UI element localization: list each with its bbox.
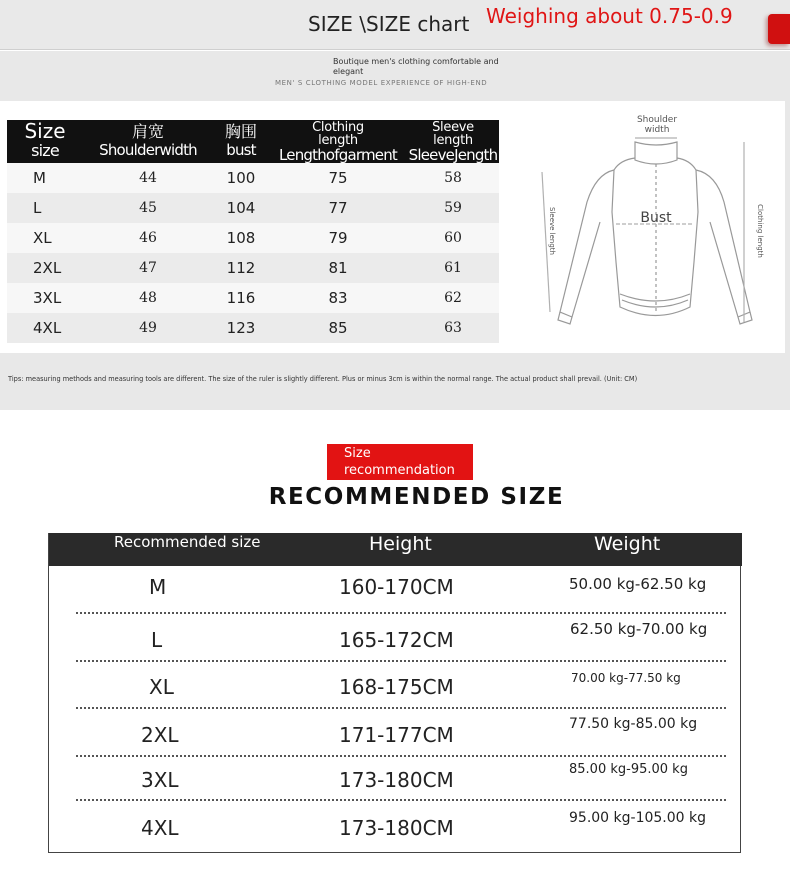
rec-height: 173-180CM (339, 768, 454, 792)
cell-bust: 108 (226, 229, 256, 247)
table-row (7, 193, 499, 223)
weight-note: Weighing about 0.75-0.9 (486, 4, 733, 28)
shoulder-width-label: Shoulder width (636, 115, 678, 135)
header-weight: Weight (594, 533, 661, 555)
table-row (7, 163, 499, 193)
cell-length: 77 (328, 199, 348, 217)
subtitle-line-1: Boutique men's clothing comfortable and elegant (333, 57, 499, 76)
header-size: Size size (24, 119, 66, 160)
recommendation-table (48, 533, 741, 853)
rec-weight: 95.00 kg-105.00 kg (569, 810, 707, 826)
rec-weight: 70.00 kg-77.50 kg (571, 671, 681, 685)
page-title: SIZE \SIZE chart (308, 12, 470, 36)
cell-length: 83 (328, 289, 348, 307)
size-table (7, 120, 499, 343)
cell-size: 3XL (33, 289, 62, 307)
cell-shoulder: 48 (139, 290, 157, 306)
row-divider (76, 660, 726, 662)
header-recommended-size: Recommended size (114, 533, 261, 551)
rec-size: L (151, 628, 163, 652)
rec-height: 160-170CM (339, 575, 454, 599)
top-banner (0, 0, 790, 50)
cell-bust: 123 (226, 319, 256, 337)
size-recommendation-tag: Size recommendation (327, 444, 473, 480)
rec-weight: 85.00 kg-95.00 kg (569, 762, 688, 777)
sleeve-length-label: Sleeve length (548, 207, 556, 255)
rec-size: 3XL (141, 768, 179, 792)
cell-sleeve: 62 (444, 290, 462, 306)
row-divider (76, 799, 726, 801)
cell-length: 81 (328, 259, 348, 277)
cell-sleeve: 60 (444, 230, 462, 246)
cell-sleeve: 63 (444, 320, 462, 336)
cell-length: 85 (328, 319, 348, 337)
cell-bust: 112 (226, 259, 256, 277)
rec-height: 168-175CM (339, 675, 454, 699)
cell-size: L (33, 199, 42, 217)
table-row (7, 223, 499, 253)
cell-bust: 116 (226, 289, 256, 307)
cell-size: 4XL (33, 319, 62, 337)
header-bust: 胸围 bust (224, 122, 257, 159)
header-sleeve: Sleeve length SleeveJength (408, 120, 498, 164)
row-divider (76, 755, 726, 757)
cell-size: M (33, 169, 46, 187)
rec-weight: 62.50 kg-70.00 kg (570, 620, 708, 638)
rec-size: 4XL (141, 816, 179, 840)
cell-sleeve: 59 (444, 200, 462, 216)
recommended-size-title: RECOMMENDED SIZE (268, 484, 565, 510)
rec-size: XL (149, 675, 174, 699)
table-row (7, 253, 499, 283)
cell-shoulder: 47 (139, 260, 157, 276)
row-divider (76, 707, 726, 709)
cell-shoulder: 49 (139, 320, 157, 336)
rec-size: M (149, 575, 167, 599)
cell-size: XL (33, 229, 52, 247)
header-shoulder: 肩宽 Shoulderwidth (99, 122, 197, 159)
rec-height: 171-177CM (339, 723, 454, 747)
rec-height: 165-172CM (339, 628, 454, 652)
cell-sleeve: 58 (444, 170, 462, 186)
subtitle-line-2: MEN' S CLOTHING MODEL EXPERIENCE OF HIGH-END (275, 79, 488, 87)
rec-height: 173-180CM (339, 816, 454, 840)
cell-length: 79 (328, 229, 348, 247)
header-length: Clothing length Lengthofgarment (278, 120, 398, 164)
table-row (7, 313, 499, 343)
header-height: Height (369, 533, 432, 555)
cell-shoulder: 46 (139, 230, 157, 246)
row-divider (76, 612, 726, 614)
cell-sleeve: 61 (444, 260, 462, 276)
rec-size: 2XL (141, 723, 179, 747)
size-table-body (7, 163, 499, 343)
size-table-header (7, 120, 499, 163)
cell-bust: 100 (226, 169, 256, 187)
rec-weight: 50.00 kg-62.50 kg (569, 575, 707, 593)
red-corner-tag (768, 14, 790, 44)
tips-text: Tips: measuring methods and measuring tools are different. The size of the ruler is slightly different. Plus or minus 3cm is within the normal range. The actual product shall prevail. (Unit: CM) (8, 375, 638, 383)
rec-weight: 77.50 kg-85.00 kg (569, 716, 698, 732)
cell-bust: 104 (226, 199, 256, 217)
cell-size: 2XL (33, 259, 62, 277)
cell-shoulder: 44 (139, 170, 157, 186)
cell-shoulder: 45 (139, 200, 157, 216)
recommendation-table-header (49, 533, 742, 566)
table-row (7, 283, 499, 313)
clothing-length-label: Clothing length (756, 204, 764, 258)
bust-label: Bust (640, 210, 672, 226)
shirt-measurement-diagram (532, 112, 784, 334)
cell-length: 75 (328, 169, 348, 187)
